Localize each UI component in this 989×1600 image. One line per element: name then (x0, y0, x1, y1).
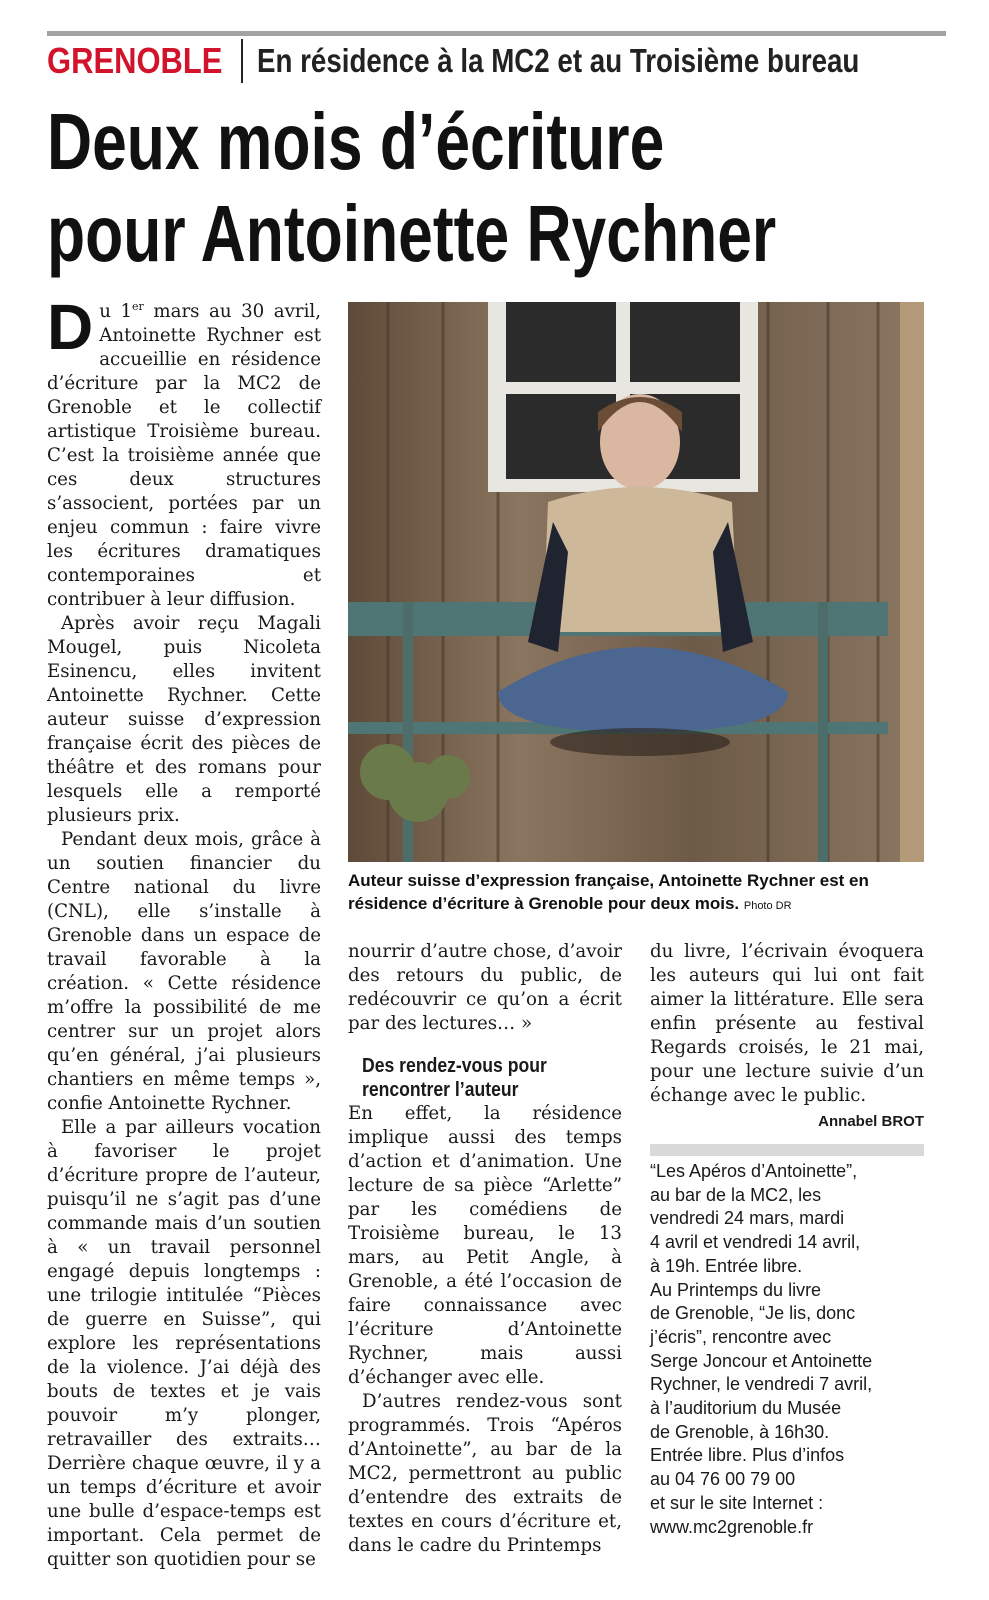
superscript-er: er (132, 299, 144, 313)
paragraph-7: D’autres rendez-vous sont programmés. Trois “Apéros d’Antoinette”, au bar de la MC2, permettront au public d’entendre des extraits de textes en cours d’écriture et, dans le cadre du Printemps (348, 1391, 622, 1556)
paragraph-1-rest: mars au 30 avril, Antoinette Rychner est accueillie en résidence d’écriture par la MC2 de Grenoble et le collectif artistique Troisième bureau. C’est la troisième année que ces deux structures s’associent, portées par un enjeu commun : faire vivre les écritures dramatiques contemporaines et contribuer à leur diffusion. (47, 301, 321, 610)
article-column-3 (650, 940, 924, 1539)
article-column-2 (348, 940, 622, 1558)
kicker-separator (241, 39, 243, 83)
infobox-line: 4 avril et vendredi 14 avril, (650, 1232, 861, 1253)
headline-line-1: Deux mois d’écriture (47, 97, 665, 186)
infobox-line: à 19h. Entrée libre. (650, 1255, 803, 1276)
article-photo (348, 302, 924, 862)
paragraph-4: Elle a par ailleurs vocation à favoriser le projet d’écriture propre de l’auteur, puisqu’il ne s’agit pas d’une commande mais d’un soutien à « un travail personnel engagé depuis longtemps : une trilogie intitulée “Pièces de guerre en Suisse”, qui explore les représentations de la violence. J’ai déjà des bouts de textes et je vais pouvoir m’y plonger, retravailler des extraits… Derrière chaque œuvre, il y a un temps d’écriture et avoir une bulle d’espace-temps est important. Cela permet de quitter son quotidien pour se (47, 1117, 321, 1570)
infobox-line: et sur le site Internet : (650, 1492, 824, 1513)
article-column-1 (47, 291, 321, 1572)
infobox (650, 1160, 924, 1539)
paragraph-6: En effet, la résidence implique aussi des temps d’action et d’animation. Une lecture de sa pièce “Arlette” par les comédiens de Troisième bureau, le 13 mars, au Petit Angle, à Grenoble, a été l’occasion de faire connaissance avec l’écriture d’Antoinette Rychner, mais aussi d’échanger avec elle. (348, 1103, 622, 1388)
caption-text: Auteur suisse d’expression française, Antoinette Rychner est en résidence d’écriture à Grenoble pour deux mois. (348, 871, 869, 913)
infobox-line: au bar de la MC2, les (650, 1184, 822, 1205)
kicker-subtitle: En résidence à la MC2 et au Troisième bureau (257, 42, 860, 79)
infobox-line: Serge Joncour et Antoinette (650, 1350, 873, 1371)
photo-credit: Photo DR (743, 900, 792, 912)
paragraph-5: nourrir d’autre chose, d’avoir des retours du public, de redécouvrir ce qu’on a écrit par des lectures… » (348, 941, 622, 1034)
infobox-line: j’écris”, rencontre avec (650, 1326, 832, 1347)
infobox-line: “Les Apéros d’Antoinette”, (650, 1161, 858, 1181)
paragraph-1-start: u 1 (99, 301, 133, 322)
infobox-line: vendredi 24 mars, mardi (650, 1208, 845, 1229)
top-rule (47, 31, 946, 36)
paragraph-8: du livre, l’écrivain évoquera les auteurs qui lui ont fait aimer la littérature. Elle sera enfin présente au festival Regards croisés, le 21 mai, pour une lecture suivie d’un échange avec le public. (650, 941, 924, 1106)
infobox-line: à l’auditorium du Musée (650, 1398, 842, 1419)
infobox-line: Au Printemps du livre (650, 1279, 822, 1300)
infobox-line[interactable]: www.mc2grenoble.fr (650, 1516, 814, 1537)
infobox-line: au 04 76 00 79 00 (650, 1469, 796, 1490)
drop-cap: D (47, 291, 94, 363)
infobox-line: Rychner, le vendredi 7 avril, (650, 1374, 873, 1395)
subheading (362, 1054, 622, 1102)
paragraph-3: Pendant deux mois, grâce à un soutien financier du Centre national du livre (CNL), elle s’installe à Grenoble dans un espace de travail favorable à la création. « Cette résidence m’offre la possibilité de me centrer sur un projet alors qu’en général, j’ai plusieurs chantiers en même temps », confie Antoinette Rychner. (47, 829, 321, 1114)
infobox-line: de Grenoble, à 16h30. (650, 1421, 830, 1442)
infobox-line: de Grenoble, “Je lis, donc (650, 1303, 856, 1324)
author-byline: Annabel BROT (818, 1113, 924, 1130)
photo-caption (348, 869, 924, 918)
photo-illustration (348, 302, 924, 862)
kicker-city: GRENOBLE (47, 40, 223, 81)
infobox-bar (650, 1144, 924, 1156)
infobox-line: Entrée libre. Plus d’infos (650, 1445, 845, 1466)
kicker (47, 40, 974, 82)
headline-line-2: pour Antoinette Rychner (47, 189, 777, 278)
subheading-line-1: Des rendez-vous pour (362, 1055, 547, 1077)
headline (47, 96, 947, 280)
subheading-line-2: rencontrer l’auteur (362, 1079, 519, 1101)
paragraph-2: Après avoir reçu Magali Mougel, puis Nicoleta Esinencu, elles invitent Antoinette Rychner. Cette auteur suisse d’expression française écrit des pièces de théâtre et des romans pour lesquels elle a remporté plusieurs prix. (47, 613, 321, 826)
paragraph-1 (47, 291, 321, 612)
